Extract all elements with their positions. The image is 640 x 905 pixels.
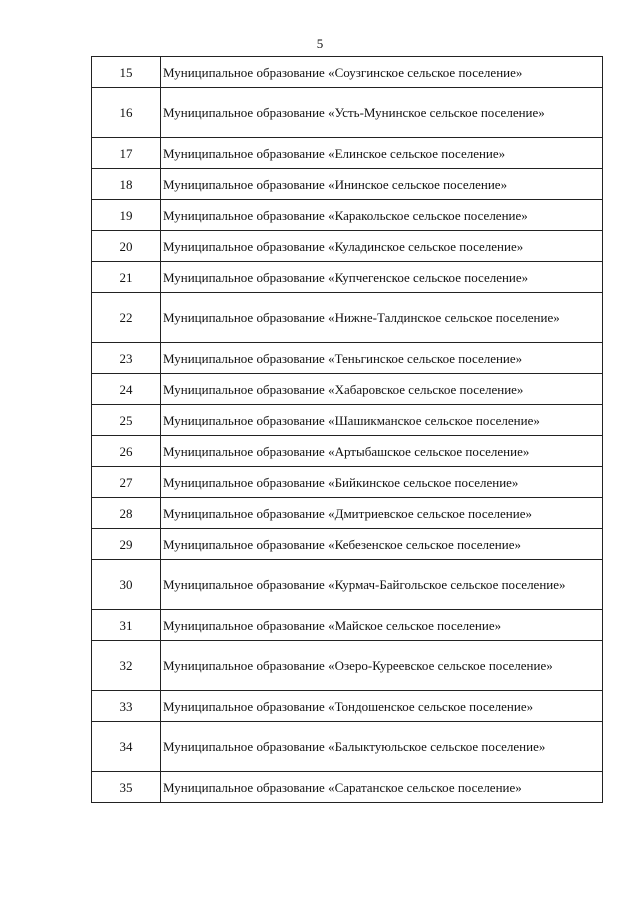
row-number: 33 (92, 691, 161, 722)
municipality-name: Муниципальное образование «Кебезенское сельское поселение» (161, 529, 603, 560)
row-number: 24 (92, 374, 161, 405)
municipality-name: Муниципальное образование «Саратанское сельское поселение» (161, 772, 603, 803)
table-row (92, 641, 603, 691)
row-number: 23 (92, 343, 161, 374)
row-number: 15 (92, 57, 161, 88)
municipality-name: Муниципальное образование «Елинское сельское поселение» (161, 138, 603, 169)
row-number: 25 (92, 405, 161, 436)
municipality-name: Муниципальное образование «Шашикманское сельское поселение» (161, 405, 603, 436)
municipality-name: Муниципальное образование «Куладинское сельское поселение» (161, 231, 603, 262)
table-row (92, 200, 603, 231)
municipality-name: Муниципальное образование «Тондошенское сельское поселение» (161, 691, 603, 722)
row-number: 27 (92, 467, 161, 498)
row-number: 34 (92, 722, 161, 772)
municipality-name: Муниципальное образование «Нижне-Талдинское сельское поселение» (161, 293, 603, 343)
municipality-name: Муниципальное образование «Усть-Мунинское сельское поселение» (161, 88, 603, 138)
row-number: 32 (92, 641, 161, 691)
municipality-name: Муниципальное образование «Озеро-Куреевское сельское поселение» (161, 641, 603, 691)
table-row (92, 57, 603, 88)
table-row (92, 231, 603, 262)
table-row (92, 498, 603, 529)
row-number: 20 (92, 231, 161, 262)
municipality-name: Муниципальное образование «Бийкинское сельское поселение» (161, 467, 603, 498)
row-number: 18 (92, 169, 161, 200)
table-row (92, 88, 603, 138)
row-number: 17 (92, 138, 161, 169)
municipality-name: Муниципальное образование «Теньгинское сельское поселение» (161, 343, 603, 374)
row-number: 26 (92, 436, 161, 467)
municipality-table (91, 56, 603, 803)
row-number: 19 (92, 200, 161, 231)
table-row (92, 293, 603, 343)
row-number: 30 (92, 560, 161, 610)
table-row (92, 436, 603, 467)
page-number: 5 (316, 36, 324, 51)
municipality-name: Муниципальное образование «Купчегенское сельское поселение» (161, 262, 603, 293)
municipality-name: Муниципальное образование «Дмитриевское сельское поселение» (161, 498, 603, 529)
table-row (92, 138, 603, 169)
municipality-name: Муниципальное образование «Хабаровское сельское поселение» (161, 374, 603, 405)
municipality-name: Муниципальное образование «Артыбашское сельское поселение» (161, 436, 603, 467)
municipality-name: Муниципальное образование «Майское сельское поселение» (161, 610, 603, 641)
table-row (92, 169, 603, 200)
table-row (92, 262, 603, 293)
table-row (92, 467, 603, 498)
table-row (92, 560, 603, 610)
municipality-name: Муниципальное образование «Балыктуюльское сельское поселение» (161, 722, 603, 772)
municipality-name: Муниципальное образование «Ининское сельское поселение» (161, 169, 603, 200)
table-body (92, 57, 603, 803)
row-number: 28 (92, 498, 161, 529)
table-row (92, 610, 603, 641)
row-number: 21 (92, 262, 161, 293)
municipality-name: Муниципальное образование «Каракольское сельское поселение» (161, 200, 603, 231)
row-number: 29 (92, 529, 161, 560)
municipality-name: Муниципальное образование «Курмач-Байгольское сельское поселение» (161, 560, 603, 610)
table-row (92, 691, 603, 722)
row-number: 16 (92, 88, 161, 138)
table-row (92, 343, 603, 374)
row-number: 31 (92, 610, 161, 641)
table-row (92, 405, 603, 436)
row-number: 22 (92, 293, 161, 343)
row-number: 35 (92, 772, 161, 803)
municipality-name: Муниципальное образование «Соузгинское сельское поселение» (161, 57, 603, 88)
table-row (92, 722, 603, 772)
table-row (92, 374, 603, 405)
table-row (92, 772, 603, 803)
table-row (92, 529, 603, 560)
